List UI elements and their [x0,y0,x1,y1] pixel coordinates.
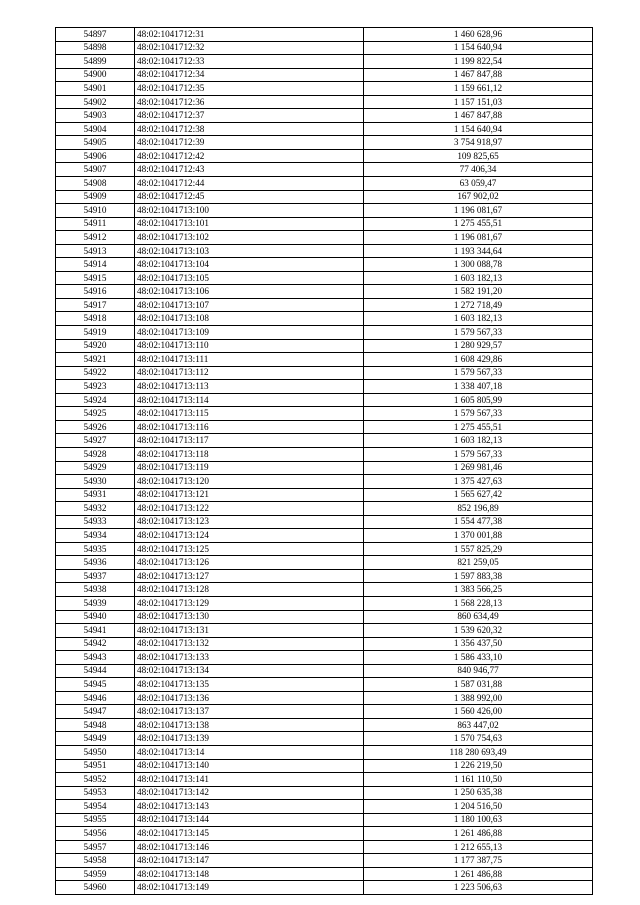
cadastral-value-cell: 1 275 455,51 [364,420,593,434]
cadastral-number-cell: 48:02:1041713:126 [135,556,364,570]
table-row [56,163,593,177]
table-row [56,366,593,380]
cadastral-number-cell: 48:02:1041712:35 [135,82,364,96]
row-number-cell: 54903 [56,109,135,123]
cadastral-value-cell: 1 375 427,63 [364,475,593,489]
table-row [56,434,593,448]
table-row [56,800,593,814]
cadastral-value-cell: 1 570 754,63 [364,732,593,746]
table-row [56,68,593,82]
cadastral-number-cell: 48:02:1041713:127 [135,569,364,583]
cadastral-value-cell: 1 261 486,88 [364,827,593,841]
cadastral-number-cell: 48:02:1041712:36 [135,95,364,109]
cadastral-value-cell: 1 370 001,88 [364,529,593,543]
cadastral-number-cell: 48:02:1041713:101 [135,217,364,231]
cadastral-number-cell: 48:02:1041712:31 [135,28,364,42]
cadastral-value-cell: 118 280 693,49 [364,745,593,759]
cadastral-value-cell: 1 579 567,33 [364,326,593,340]
table-row [56,678,593,692]
cadastral-value-cell: 840 946,77 [364,664,593,678]
table-row [56,773,593,787]
cadastral-number-cell: 48:02:1041712:45 [135,190,364,204]
cadastral-number-cell: 48:02:1041713:124 [135,529,364,543]
row-number-cell: 54928 [56,447,135,461]
cadastral-value-cell: 1 582 191,20 [364,285,593,299]
cadastral-value-cell: 1 199 822,54 [364,55,593,69]
cadastral-value-cell: 1 356 437,50 [364,637,593,651]
cadastral-number-cell: 48:02:1041713:105 [135,271,364,285]
cadastral-value-cell: 863 447,02 [364,718,593,732]
row-number-cell: 54946 [56,691,135,705]
table-row [56,380,593,394]
table-row [56,55,593,69]
row-number-cell: 54920 [56,339,135,353]
cadastral-number-cell: 48:02:1041713:135 [135,678,364,692]
cadastral-value-cell: 1 261 486,88 [364,867,593,881]
cadastral-number-cell: 48:02:1041713:110 [135,339,364,353]
table-row [56,718,593,732]
cadastral-number-cell: 48:02:1041713:132 [135,637,364,651]
cadastral-number-cell: 48:02:1041713:115 [135,407,364,421]
table-row [56,447,593,461]
cadastral-value-cell: 1 565 627,42 [364,488,593,502]
row-number-cell: 54942 [56,637,135,651]
row-number-cell: 54918 [56,312,135,326]
cadastral-value-cell: 3 754 918,97 [364,136,593,150]
table-row [56,190,593,204]
row-number-cell: 54900 [56,68,135,82]
cadastral-value-cell: 1 603 182,13 [364,312,593,326]
cadastral-number-cell: 48:02:1041713:133 [135,651,364,665]
cadastral-value-cell: 1 608 429,86 [364,353,593,367]
cadastral-value-cell: 1 603 182,13 [364,434,593,448]
table-row [56,475,593,489]
row-number-cell: 54944 [56,664,135,678]
table-body [56,28,593,895]
cadastral-number-cell: 48:02:1041712:38 [135,122,364,136]
cadastral-number-cell: 48:02:1041713:144 [135,813,364,827]
cadastral-number-cell: 48:02:1041713:147 [135,854,364,868]
cadastral-number-cell: 48:02:1041713:130 [135,610,364,624]
cadastral-value-cell: 1 597 883,38 [364,569,593,583]
table-row [56,691,593,705]
row-number-cell: 54952 [56,773,135,787]
cadastral-value-cell: 77 406,34 [364,163,593,177]
row-number-cell: 54924 [56,393,135,407]
cadastral-value-cell: 1 338 407,18 [364,380,593,394]
table-row [56,583,593,597]
cadastral-number-cell: 48:02:1041713:142 [135,786,364,800]
row-number-cell: 54948 [56,718,135,732]
table-row [56,732,593,746]
table-row [56,285,593,299]
table-row [56,177,593,191]
row-number-cell: 54947 [56,705,135,719]
row-number-cell: 54908 [56,177,135,191]
row-number-cell: 54917 [56,298,135,312]
row-number-cell: 54931 [56,488,135,502]
row-number-cell: 54922 [56,366,135,380]
table-row [56,420,593,434]
cadastral-number-cell: 48:02:1041713:148 [135,867,364,881]
cadastral-value-cell: 1 560 426,00 [364,705,593,719]
cadastral-number-cell: 48:02:1041713:146 [135,840,364,854]
table-row [56,569,593,583]
table-row [56,637,593,651]
table-row [56,624,593,638]
cadastral-value-cell: 1 579 567,33 [364,447,593,461]
row-number-cell: 54950 [56,745,135,759]
cadastral-number-cell: 48:02:1041712:34 [135,68,364,82]
row-number-cell: 54913 [56,244,135,258]
table-row [56,840,593,854]
table-row [56,610,593,624]
row-number-cell: 54929 [56,461,135,475]
row-number-cell: 54934 [56,529,135,543]
cadastral-value-cell: 1 579 567,33 [364,407,593,421]
cadastral-value-cell: 860 634,49 [364,610,593,624]
cadastral-value-cell: 1 275 455,51 [364,217,593,231]
table-row [56,813,593,827]
cadastral-value-table-wrapper [55,27,591,895]
cadastral-number-cell: 48:02:1041713:112 [135,366,364,380]
cadastral-number-cell: 48:02:1041713:139 [135,732,364,746]
cadastral-value-cell: 1 467 847,88 [364,109,593,123]
cadastral-number-cell: 48:02:1041713:137 [135,705,364,719]
cadastral-number-cell: 48:02:1041713:129 [135,596,364,610]
cadastral-number-cell: 48:02:1041713:100 [135,204,364,218]
cadastral-number-cell: 48:02:1041713:140 [135,759,364,773]
cadastral-value-cell: 1 388 992,00 [364,691,593,705]
cadastral-value-cell: 1 269 981,46 [364,461,593,475]
cadastral-number-cell: 48:02:1041713:102 [135,231,364,245]
cadastral-number-cell: 48:02:1041712:32 [135,41,364,55]
row-number-cell: 54932 [56,502,135,516]
table-row [56,28,593,42]
cadastral-value-cell: 1 554 477,38 [364,515,593,529]
row-number-cell: 54907 [56,163,135,177]
table-row [56,82,593,96]
table-row [56,596,593,610]
cadastral-value-cell: 1 159 661,12 [364,82,593,96]
row-number-cell: 54953 [56,786,135,800]
row-number-cell: 54954 [56,800,135,814]
row-number-cell: 54940 [56,610,135,624]
table-row [56,298,593,312]
row-number-cell: 54927 [56,434,135,448]
cadastral-number-cell: 48:02:1041713:119 [135,461,364,475]
cadastral-value-cell: 1 587 031,88 [364,678,593,692]
table-row [56,529,593,543]
table-row [56,664,593,678]
cadastral-value-cell: 1 272 718,49 [364,298,593,312]
cadastral-number-cell: 48:02:1041713:120 [135,475,364,489]
table-row [56,258,593,272]
cadastral-number-cell: 48:02:1041713:114 [135,393,364,407]
row-number-cell: 54919 [56,326,135,340]
cadastral-number-cell: 48:02:1041713:121 [135,488,364,502]
row-number-cell: 54956 [56,827,135,841]
cadastral-value-table [55,27,593,895]
cadastral-number-cell: 48:02:1041713:108 [135,312,364,326]
row-number-cell: 54941 [56,624,135,638]
cadastral-value-cell: 1 226 219,50 [364,759,593,773]
cadastral-number-cell: 48:02:1041712:37 [135,109,364,123]
cadastral-value-cell: 852 196,89 [364,502,593,516]
row-number-cell: 54949 [56,732,135,746]
cadastral-value-cell: 1 212 655,13 [364,840,593,854]
row-number-cell: 54935 [56,542,135,556]
row-number-cell: 54925 [56,407,135,421]
cadastral-number-cell: 48:02:1041713:106 [135,285,364,299]
table-row [56,759,593,773]
cadastral-value-cell: 1 196 081,67 [364,204,593,218]
row-number-cell: 54904 [56,122,135,136]
table-row [56,745,593,759]
row-number-cell: 54945 [56,678,135,692]
cadastral-value-cell: 1 586 433,10 [364,651,593,665]
cadastral-number-cell: 48:02:1041713:143 [135,800,364,814]
cadastral-value-cell: 1 605 805,99 [364,393,593,407]
cadastral-number-cell: 48:02:1041713:128 [135,583,364,597]
row-number-cell: 54937 [56,569,135,583]
cadastral-number-cell: 48:02:1041713:111 [135,353,364,367]
row-number-cell: 54901 [56,82,135,96]
table-row [56,109,593,123]
cadastral-number-cell: 48:02:1041713:136 [135,691,364,705]
table-row [56,136,593,150]
table-row [56,556,593,570]
row-number-cell: 54957 [56,840,135,854]
row-number-cell: 54899 [56,55,135,69]
cadastral-value-cell: 1 539 620,32 [364,624,593,638]
cadastral-number-cell: 48:02:1041712:44 [135,177,364,191]
cadastral-value-cell: 1 154 640,94 [364,122,593,136]
cadastral-value-cell: 1 196 081,67 [364,231,593,245]
table-row [56,244,593,258]
row-number-cell: 54911 [56,217,135,231]
cadastral-number-cell: 48:02:1041713:116 [135,420,364,434]
table-row [56,122,593,136]
row-number-cell: 54923 [56,380,135,394]
cadastral-number-cell: 48:02:1041713:109 [135,326,364,340]
row-number-cell: 54943 [56,651,135,665]
table-row [56,217,593,231]
cadastral-number-cell: 48:02:1041713:134 [135,664,364,678]
cadastral-number-cell: 48:02:1041712:33 [135,55,364,69]
row-number-cell: 54930 [56,475,135,489]
cadastral-value-cell: 1 157 151,03 [364,95,593,109]
cadastral-number-cell: 48:02:1041713:138 [135,718,364,732]
cadastral-number-cell: 48:02:1041712:43 [135,163,364,177]
table-row [56,542,593,556]
cadastral-number-cell: 48:02:1041713:117 [135,434,364,448]
cadastral-value-cell: 1 579 567,33 [364,366,593,380]
table-row [56,149,593,163]
cadastral-value-cell: 1 250 635,38 [364,786,593,800]
cadastral-value-cell: 1 223 506,63 [364,881,593,895]
table-row [56,393,593,407]
row-number-cell: 54939 [56,596,135,610]
cadastral-value-cell: 1 204 516,50 [364,800,593,814]
row-number-cell: 54906 [56,149,135,163]
row-number-cell: 54951 [56,759,135,773]
cadastral-number-cell: 48:02:1041712:42 [135,149,364,163]
row-number-cell: 54936 [56,556,135,570]
table-row [56,271,593,285]
row-number-cell: 54955 [56,813,135,827]
row-number-cell: 54902 [56,95,135,109]
cadastral-value-cell: 1 603 182,13 [364,271,593,285]
row-number-cell: 54905 [56,136,135,150]
row-number-cell: 54958 [56,854,135,868]
row-number-cell: 54959 [56,867,135,881]
table-row [56,651,593,665]
table-row [56,705,593,719]
cadastral-number-cell: 48:02:1041713:125 [135,542,364,556]
table-row [56,488,593,502]
row-number-cell: 54926 [56,420,135,434]
table-row [56,854,593,868]
cadastral-number-cell: 48:02:1041713:123 [135,515,364,529]
row-number-cell: 54897 [56,28,135,42]
cadastral-number-cell: 48:02:1041713:131 [135,624,364,638]
row-number-cell: 54912 [56,231,135,245]
cadastral-number-cell: 48:02:1041713:14 [135,745,364,759]
row-number-cell: 54916 [56,285,135,299]
cadastral-value-cell: 1 460 628,96 [364,28,593,42]
table-row [56,827,593,841]
cadastral-number-cell: 48:02:1041713:141 [135,773,364,787]
row-number-cell: 54910 [56,204,135,218]
cadastral-value-cell: 1 568 228,13 [364,596,593,610]
row-number-cell: 54938 [56,583,135,597]
table-row [56,326,593,340]
cadastral-value-cell: 167 902,02 [364,190,593,204]
row-number-cell: 54933 [56,515,135,529]
cadastral-value-cell: 63 059,47 [364,177,593,191]
cadastral-value-cell: 109 825,65 [364,149,593,163]
table-row [56,461,593,475]
cadastral-value-cell: 1 161 110,50 [364,773,593,787]
cadastral-value-cell: 1 300 088,78 [364,258,593,272]
cadastral-number-cell: 48:02:1041713:104 [135,258,364,272]
cadastral-number-cell: 48:02:1041713:122 [135,502,364,516]
table-row [56,231,593,245]
row-number-cell: 54914 [56,258,135,272]
table-row [56,41,593,55]
cadastral-value-cell: 1 180 100,63 [364,813,593,827]
cadastral-number-cell: 48:02:1041713:118 [135,447,364,461]
table-row [56,515,593,529]
table-row [56,95,593,109]
table-row [56,502,593,516]
row-number-cell: 54915 [56,271,135,285]
cadastral-value-cell: 1 154 640,94 [364,41,593,55]
cadastral-value-cell: 1 177 387,75 [364,854,593,868]
cadastral-value-cell: 821 259,05 [364,556,593,570]
row-number-cell: 54898 [56,41,135,55]
cadastral-number-cell: 48:02:1041713:107 [135,298,364,312]
cadastral-value-cell: 1 193 344,64 [364,244,593,258]
cadastral-number-cell: 48:02:1041713:145 [135,827,364,841]
table-row [56,867,593,881]
cadastral-number-cell: 48:02:1041713:149 [135,881,364,895]
table-row [56,786,593,800]
table-row [56,353,593,367]
cadastral-value-cell: 1 383 566,25 [364,583,593,597]
cadastral-value-cell: 1 557 825,29 [364,542,593,556]
table-row [56,339,593,353]
cadastral-number-cell: 48:02:1041713:103 [135,244,364,258]
cadastral-value-cell: 1 280 929,57 [364,339,593,353]
cadastral-value-cell: 1 467 847,88 [364,68,593,82]
table-row [56,407,593,421]
table-row [56,312,593,326]
row-number-cell: 54909 [56,190,135,204]
cadastral-number-cell: 48:02:1041713:113 [135,380,364,394]
table-row [56,881,593,895]
table-row [56,204,593,218]
row-number-cell: 54960 [56,881,135,895]
row-number-cell: 54921 [56,353,135,367]
cadastral-number-cell: 48:02:1041712:39 [135,136,364,150]
